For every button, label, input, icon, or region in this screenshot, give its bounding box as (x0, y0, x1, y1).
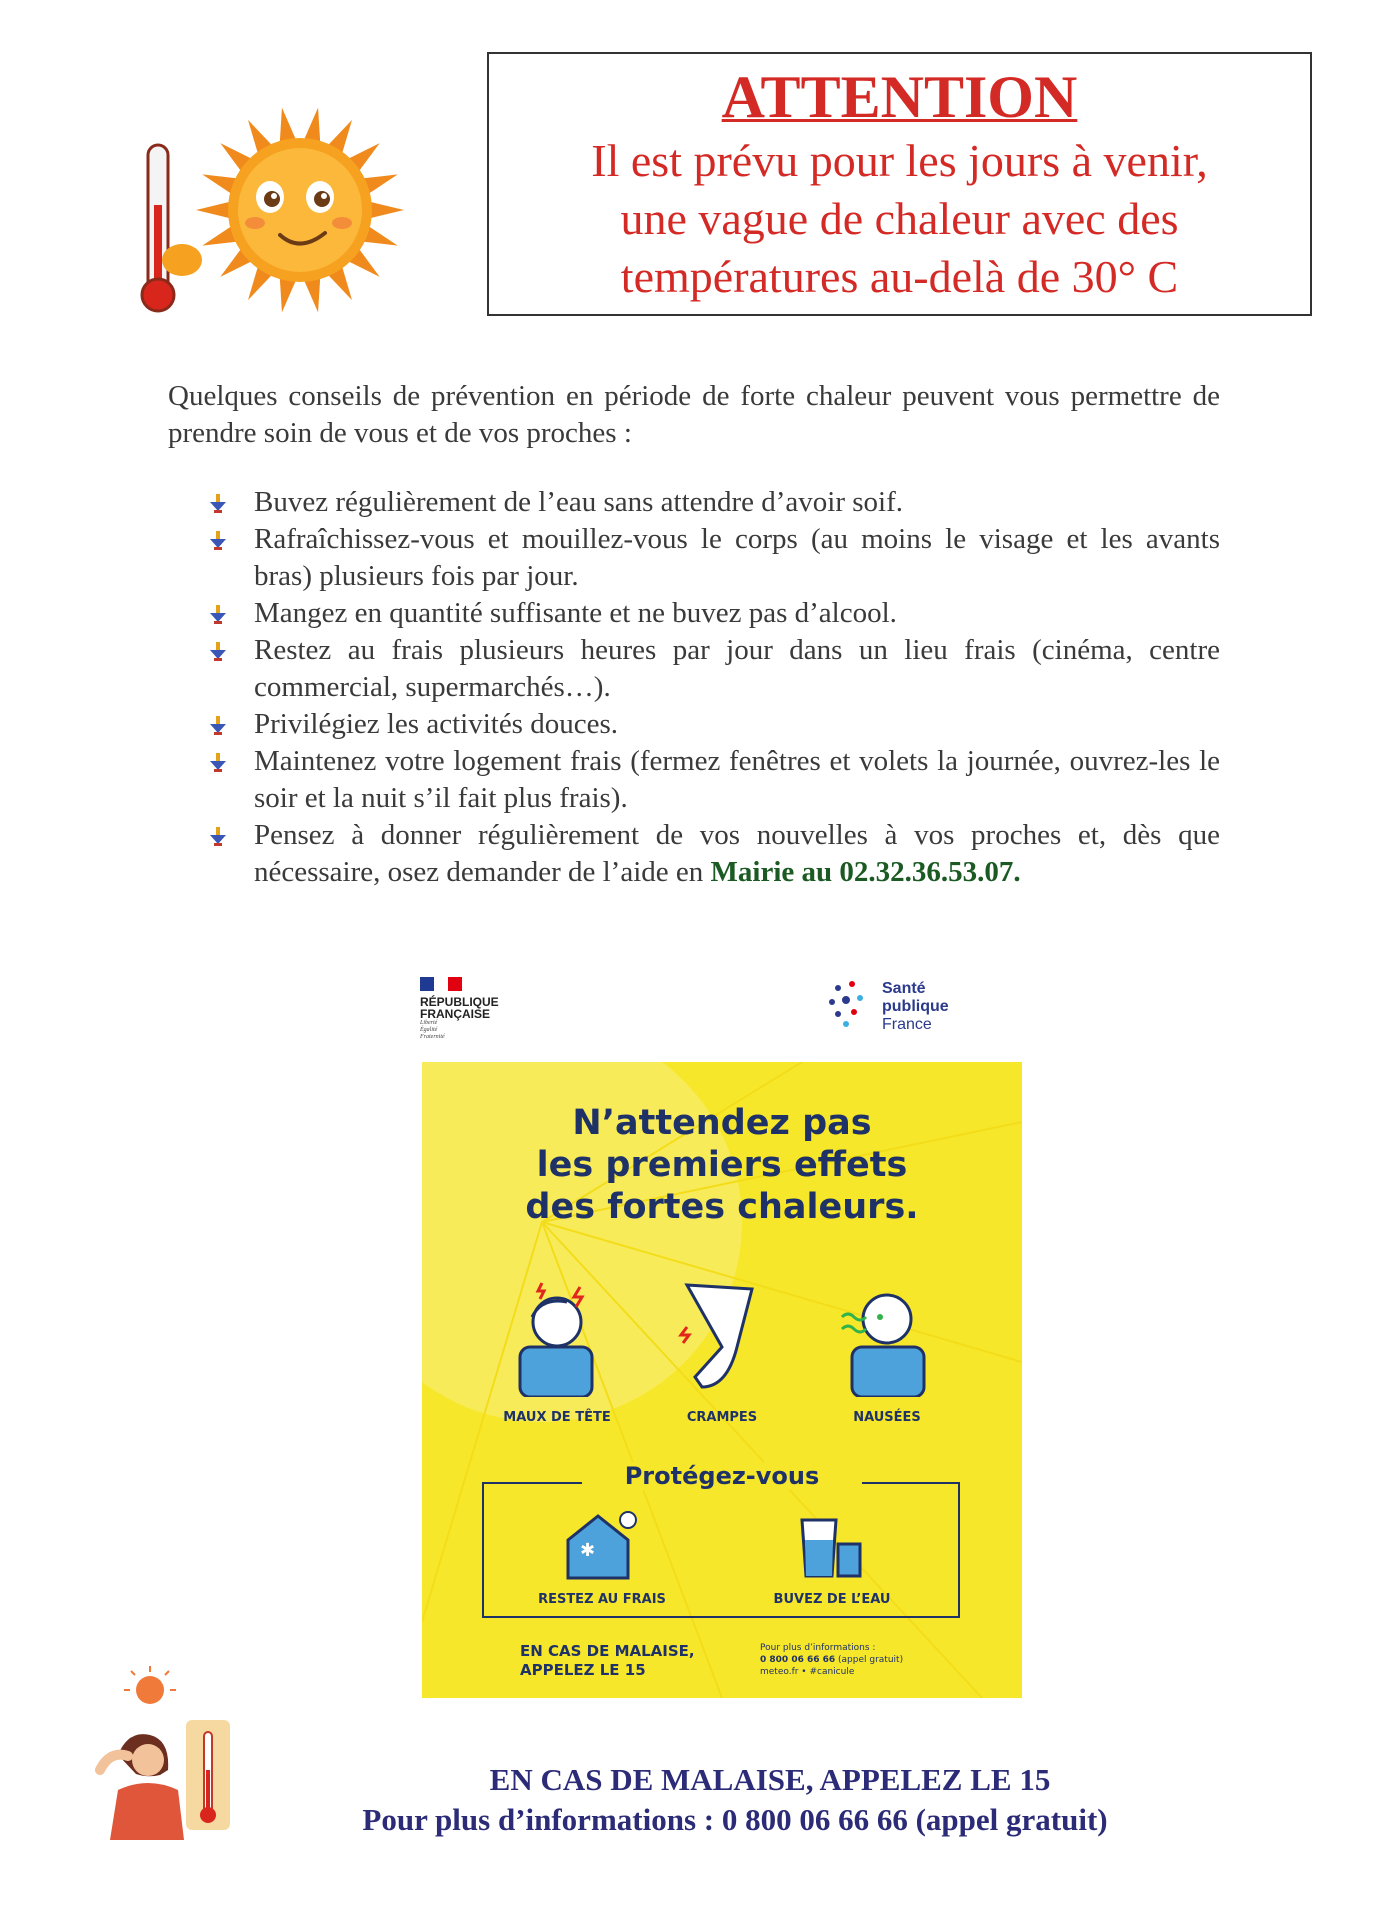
arrow-down-bullet-icon (208, 493, 228, 513)
attention-title: ATTENTION (721, 64, 1078, 130)
republique-line1: RÉPUBLIQUE (420, 995, 499, 1009)
water-jug-icon (792, 1510, 872, 1580)
intro-paragraph: Quelques conseils de prévention en période de forte chaleur peuvent vous permettre de prendre soin de vous et de vos proches : (168, 380, 1220, 449)
list-item: Rafraîchissez-vous et mouillez-vous le corps (au moins le visage et les avants bras) plusieurs fois par jour. (208, 521, 1220, 595)
list-item: Mangez en quantité suffisante et ne buvez pas d’alcool. (208, 595, 1220, 632)
sante-publique-france-logo (826, 980, 976, 1040)
arrow-down-bullet-icon (208, 530, 228, 550)
svg-text:✱: ✱ (580, 1540, 596, 1561)
list-item: Restez au frais plusieurs heures par jour dans un lieu frais (cinéma, centre commercial, supermarchés…). (208, 632, 1220, 706)
attention-line: une vague de chaleur avec des (620, 193, 1179, 244)
marianne-flag-icon (420, 977, 462, 991)
arrow-down-bullet-icon (208, 641, 228, 661)
attention-line: Il est prévu pour les jours à venir, (591, 135, 1208, 186)
advice-list (208, 484, 1220, 891)
attention-line: températures au-delà de 30° C (620, 251, 1179, 302)
republique-motto-1: Liberté (420, 1020, 438, 1026)
poster-emergency-text: EN CAS DE MALAISE, APPELEZ LE 15 (520, 1642, 695, 1679)
republique-motto-2: Égalité (420, 1027, 438, 1033)
mairie-contact: Mairie au 02.32.36.53.07. (710, 856, 1021, 888)
house-snowflake-icon (562, 1510, 642, 1580)
list-item: Privilégiez les activités douces. (208, 706, 1220, 743)
sante-line2: publique (882, 998, 949, 1015)
symptom-label: CRAMPES (686, 1410, 758, 1425)
heatwave-poster (422, 1062, 1022, 1698)
list-item: Maintenez votre logement frais (fermez fenêtres et volets la journée, ouvrez-les le soir et la nuit s’il fait plus frais). (208, 743, 1220, 817)
footer-emergency: EN CAS DE MALAISE, APPELEZ LE 15 (489, 1762, 1051, 1797)
headache-icon (502, 1277, 612, 1397)
footer (0, 1760, 1390, 1840)
poster-info: Pour plus d’informations : 0 800 06 66 66 (appel gratuit) meteo.fr • #canicule (760, 1643, 904, 1677)
protect-label: BUVEZ DE L’EAU (773, 1592, 891, 1607)
cramps-icon (667, 1277, 777, 1397)
sun-thermometer-illustration (130, 95, 430, 325)
republique-motto-3: Fraternité (420, 1034, 445, 1040)
list-item: Pensez à donner régulièrement de vos nouvelles à vos proches et, dès que nécessaire, osez demander de l’aide en Mairie au 02.32.36.53.07. (208, 817, 1220, 891)
sun-ray (196, 201, 233, 219)
symptom-label: MAUX DE TÊTE (503, 1410, 611, 1425)
dots-logo-icon (826, 980, 876, 1038)
sante-line3: France (882, 1016, 932, 1033)
republique-francaise-logo (420, 977, 540, 1047)
footer-info: Pour plus d’informations : 0 800 06 66 66 (appel gratuit) (362, 1802, 1108, 1837)
arrow-down-bullet-icon (208, 715, 228, 735)
republique-line2: FRANÇAISE (420, 1007, 491, 1021)
list-item: Buvez régulièrement de l’eau sans attendre d’avoir soif. (208, 484, 1220, 521)
attention-box (487, 52, 1312, 316)
arrow-down-bullet-icon (208, 604, 228, 624)
poster-title: N’attendez pas les premiers effets des fortes chaleurs. (525, 1103, 919, 1227)
nausea-icon (832, 1277, 942, 1397)
arrow-down-bullet-icon (208, 752, 228, 772)
sante-line1: Santé (882, 980, 926, 997)
protect-label: RESTEZ AU FRAIS (538, 1592, 666, 1607)
sun-ray (367, 201, 404, 219)
arrow-down-bullet-icon (208, 826, 228, 846)
protect-title: Protégez-vous (582, 1462, 862, 1490)
symptom-label: NAUSÉES (853, 1410, 921, 1425)
